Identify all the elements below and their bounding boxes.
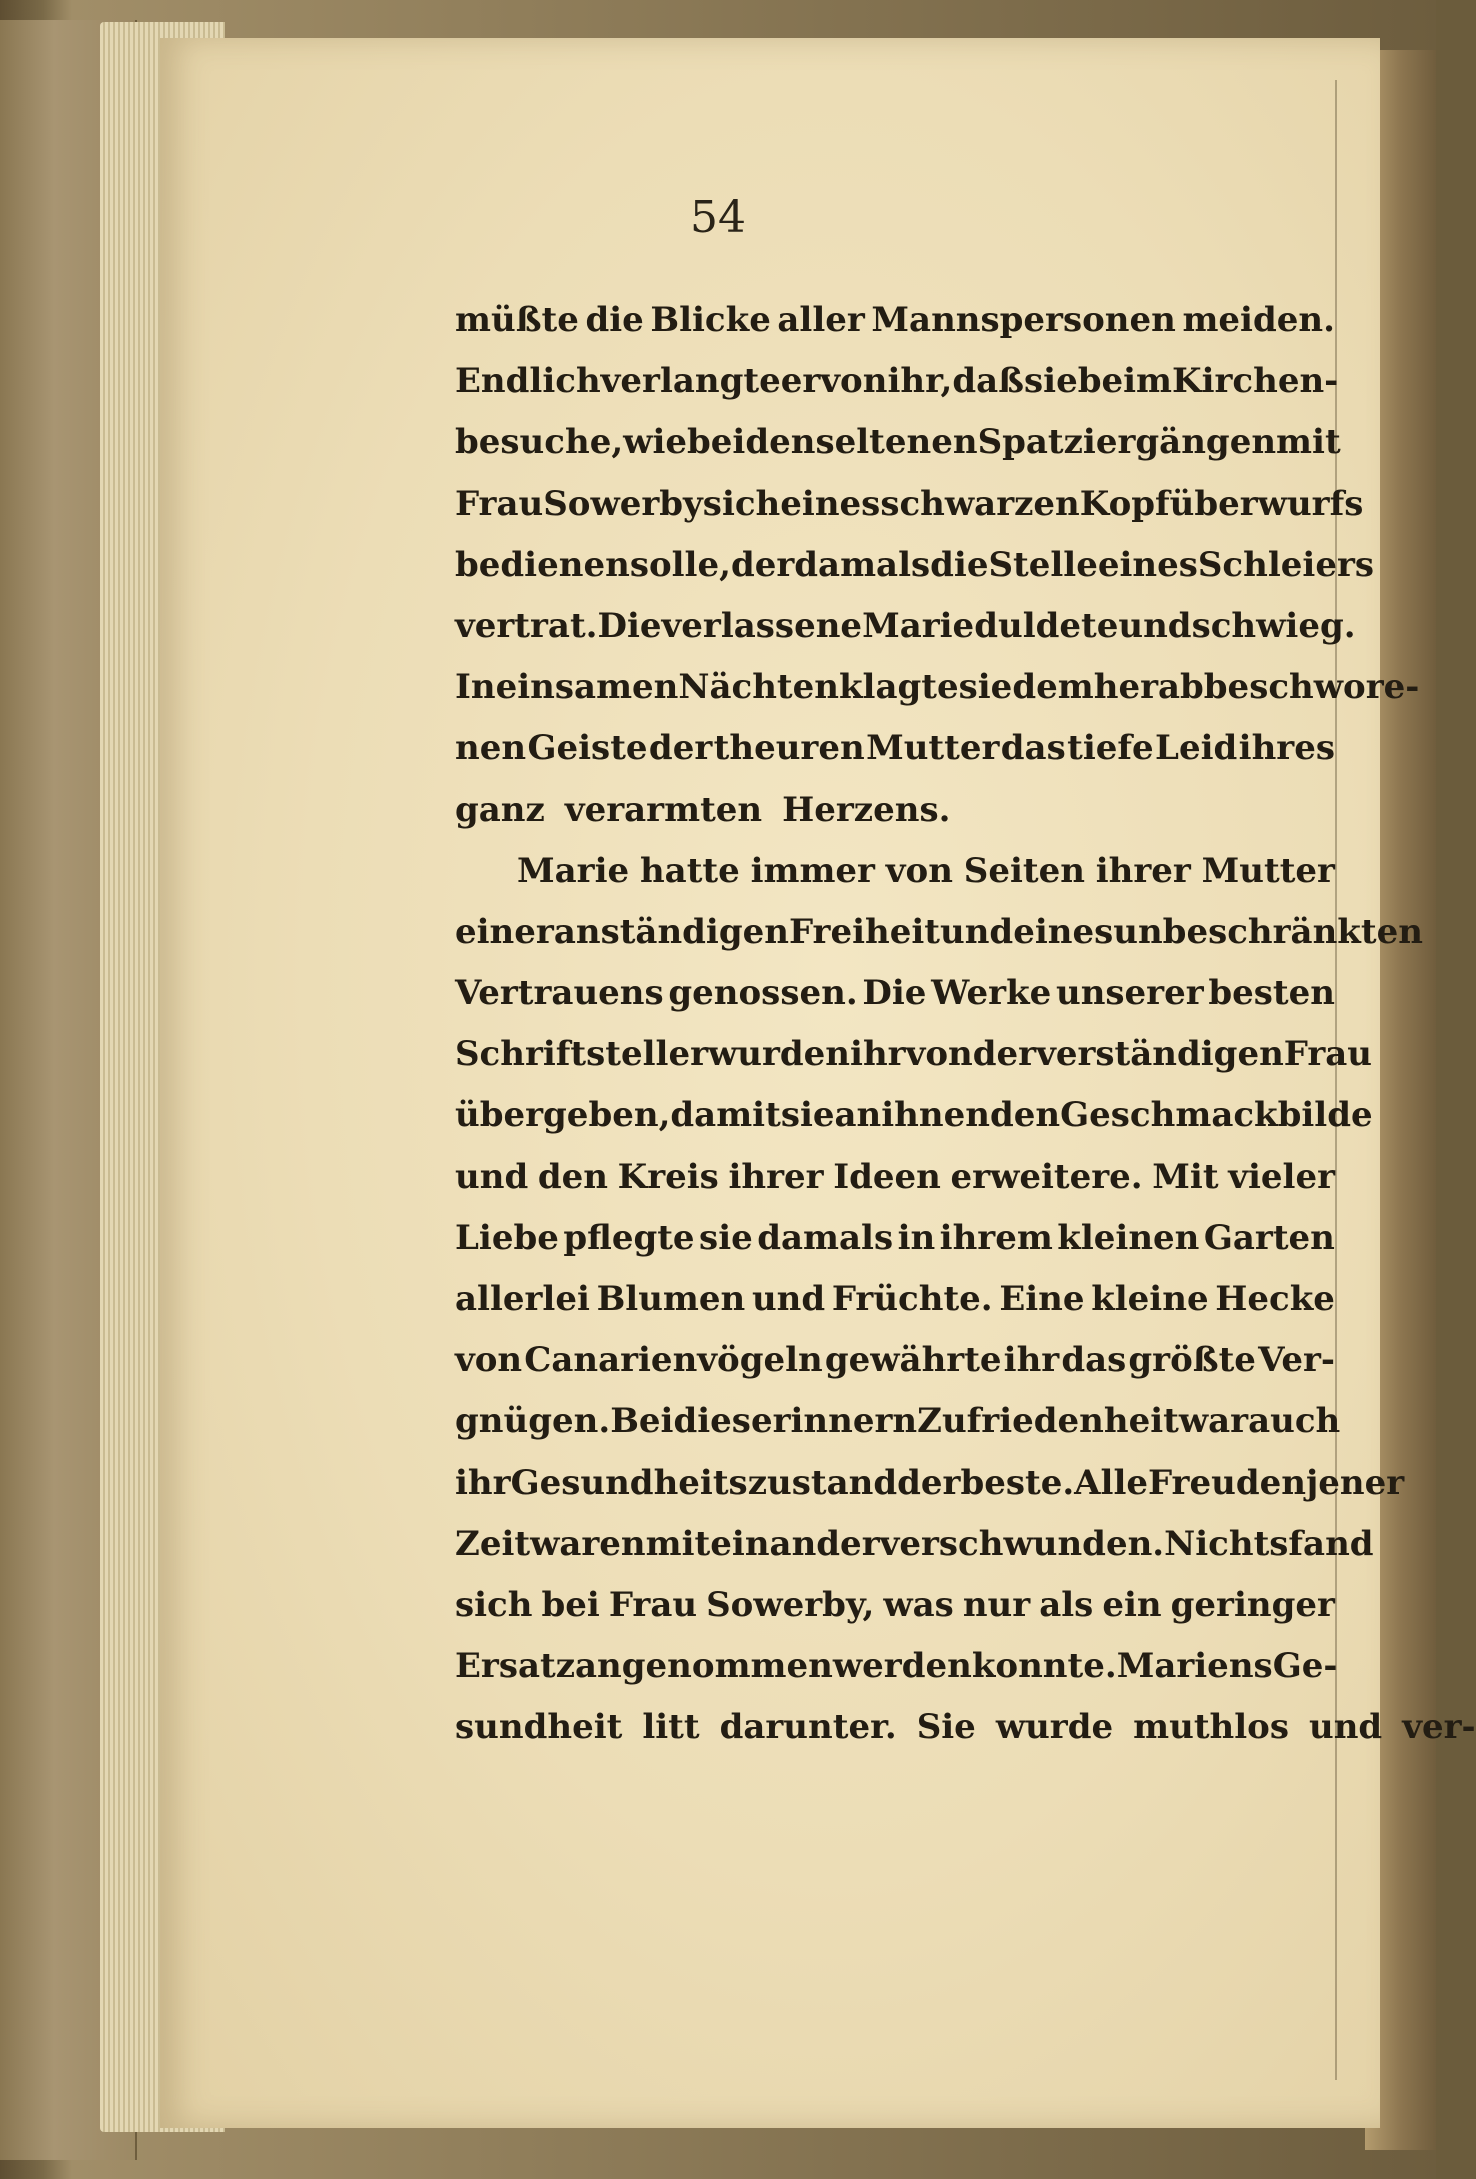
word: Frau bbox=[1283, 1034, 1373, 1075]
word: ihrer bbox=[728, 1156, 824, 1197]
word: daß bbox=[952, 361, 1025, 402]
word: bedienen bbox=[455, 544, 630, 585]
word: Liebe bbox=[455, 1217, 559, 1258]
word: aller bbox=[777, 300, 865, 340]
word: wie bbox=[623, 422, 687, 463]
text-line bbox=[455, 1453, 1405, 1514]
word: muthlos bbox=[1133, 1707, 1289, 1748]
word: verarmten bbox=[564, 789, 763, 830]
word: müßte bbox=[455, 300, 579, 340]
word: Marie bbox=[862, 605, 975, 646]
word: eines bbox=[1097, 544, 1198, 585]
word: ihr bbox=[850, 1034, 906, 1075]
word: hatte bbox=[639, 850, 740, 891]
word: seltenen bbox=[815, 422, 978, 463]
word: ein bbox=[1102, 1584, 1162, 1625]
word: Geschmack bbox=[1060, 1095, 1278, 1136]
word: nur bbox=[962, 1584, 1031, 1625]
word: duldete bbox=[974, 605, 1119, 646]
word: war bbox=[1178, 1401, 1249, 1442]
word: ver- bbox=[1402, 1707, 1476, 1748]
word: ihr bbox=[1003, 1340, 1060, 1381]
word: Zufriedenheit bbox=[917, 1401, 1179, 1442]
text-line bbox=[455, 1575, 1335, 1636]
body-text bbox=[455, 290, 1476, 1759]
word: dieser bbox=[673, 1401, 791, 1442]
word: pflegte bbox=[563, 1217, 695, 1258]
text-line bbox=[455, 1085, 1373, 1146]
word: Mutter bbox=[866, 728, 1000, 769]
word: Seiten bbox=[963, 850, 1085, 891]
word: kleinen bbox=[1057, 1217, 1200, 1258]
word: als bbox=[1039, 1584, 1094, 1625]
word: die bbox=[585, 300, 644, 340]
word: theuren bbox=[713, 728, 865, 769]
word: ihrem bbox=[939, 1217, 1053, 1258]
word: besten bbox=[1208, 973, 1335, 1014]
text-line bbox=[455, 351, 1339, 412]
text-line bbox=[455, 1208, 1335, 1269]
word: Sowerby, bbox=[706, 1584, 875, 1625]
word: bei bbox=[541, 1584, 600, 1625]
word: nen bbox=[455, 728, 527, 769]
word: den bbox=[537, 1156, 608, 1197]
word: eines bbox=[1013, 911, 1114, 952]
word: sich bbox=[455, 1584, 533, 1625]
word: das bbox=[1061, 1340, 1127, 1381]
word: innern bbox=[790, 1401, 918, 1442]
word: verlassene bbox=[661, 605, 863, 646]
word: sie bbox=[780, 1095, 835, 1136]
word: mit bbox=[645, 1523, 711, 1564]
word: unbeschränkten bbox=[1113, 911, 1423, 952]
word: Frau bbox=[608, 1584, 698, 1625]
word: Eine bbox=[999, 1279, 1085, 1319]
page-number: 54 bbox=[690, 192, 746, 243]
word: geringer bbox=[1170, 1584, 1335, 1625]
word: werden bbox=[832, 1646, 972, 1687]
word: einer bbox=[455, 911, 554, 952]
word: Frau bbox=[455, 483, 544, 524]
word: verschwunden. bbox=[879, 1523, 1165, 1564]
word: den bbox=[989, 1095, 1061, 1136]
word: das bbox=[1000, 728, 1066, 769]
word: Leid bbox=[1155, 728, 1238, 769]
word: konnte. bbox=[971, 1646, 1117, 1687]
word: größte bbox=[1128, 1340, 1256, 1381]
word: Stelle bbox=[988, 544, 1098, 585]
word: solle, bbox=[629, 544, 731, 585]
word: Marie bbox=[517, 850, 630, 891]
word: Freuden bbox=[1148, 1462, 1306, 1503]
word: Blumen bbox=[596, 1279, 746, 1319]
word: Garten bbox=[1203, 1217, 1335, 1258]
word: und bbox=[455, 1156, 529, 1197]
word: klagte bbox=[839, 667, 959, 708]
word: die bbox=[930, 544, 989, 585]
word: Freiheit bbox=[788, 911, 940, 952]
word: Kopfüberwurfs bbox=[1079, 483, 1364, 524]
word: tiefe bbox=[1067, 728, 1154, 769]
word: der bbox=[730, 544, 795, 585]
text-line bbox=[455, 412, 1341, 473]
text-line bbox=[455, 535, 1375, 596]
word: auch bbox=[1248, 1401, 1341, 1442]
word: ganz bbox=[455, 789, 545, 830]
word: unserer bbox=[1055, 973, 1204, 1014]
word: gnügen. bbox=[455, 1401, 611, 1442]
word: sie bbox=[1024, 361, 1078, 402]
text-line bbox=[455, 1269, 1335, 1330]
word: Mit bbox=[1152, 1156, 1219, 1197]
word: Mutter bbox=[1201, 850, 1335, 891]
word: der bbox=[972, 1034, 1037, 1075]
text-line bbox=[455, 963, 1335, 1024]
text-line bbox=[455, 1636, 1338, 1697]
word: Nichts bbox=[1164, 1523, 1289, 1564]
text-line bbox=[455, 1330, 1335, 1391]
word: eines bbox=[780, 483, 881, 524]
word: Canarienvögeln bbox=[524, 1340, 823, 1381]
word: und bbox=[751, 1279, 826, 1319]
word: sie bbox=[699, 1217, 753, 1258]
word: was bbox=[883, 1584, 954, 1625]
word: waren bbox=[530, 1523, 646, 1564]
word: Früchte. bbox=[831, 1279, 993, 1319]
word: er bbox=[780, 361, 821, 402]
word: Alle bbox=[1074, 1462, 1149, 1503]
word: ihnen bbox=[881, 1095, 990, 1136]
word: schwarzen bbox=[880, 483, 1080, 524]
word: darunter. bbox=[719, 1707, 897, 1748]
word: Die bbox=[597, 605, 662, 646]
word: der bbox=[648, 728, 713, 769]
word: damit bbox=[670, 1095, 781, 1136]
word: Schleiers bbox=[1197, 544, 1375, 585]
word: genossen. bbox=[668, 973, 858, 1014]
word: ihr, bbox=[887, 361, 953, 402]
word: In bbox=[455, 667, 496, 708]
word: dem bbox=[1012, 667, 1094, 708]
word: allerlei bbox=[455, 1279, 590, 1319]
word: Werke bbox=[931, 973, 1052, 1014]
word: Zeit bbox=[455, 1523, 531, 1564]
word: und bbox=[1308, 1707, 1383, 1748]
word: Kreis bbox=[617, 1156, 719, 1197]
word: Ver- bbox=[1258, 1340, 1335, 1381]
word: anständigen bbox=[553, 911, 789, 952]
word: einsamen bbox=[495, 667, 679, 708]
word: von bbox=[820, 361, 888, 402]
word: herabbeschwore- bbox=[1093, 667, 1420, 708]
text-line bbox=[455, 902, 1423, 963]
word: Vertrauens bbox=[455, 973, 664, 1014]
text-line bbox=[455, 1514, 1374, 1575]
word: übergeben, bbox=[455, 1095, 671, 1136]
text-line bbox=[455, 1147, 1335, 1208]
word: einander bbox=[710, 1523, 880, 1564]
text-line bbox=[455, 718, 1335, 779]
text-line bbox=[455, 1697, 1476, 1758]
text-line bbox=[455, 1391, 1341, 1452]
word: Nächten bbox=[678, 667, 839, 708]
word: in bbox=[897, 1217, 936, 1258]
word: Sowerby bbox=[543, 483, 703, 524]
word: meiden. bbox=[1182, 300, 1335, 340]
word: Herzens. bbox=[782, 789, 951, 830]
word: wurden bbox=[708, 1034, 851, 1075]
word: Endlich bbox=[455, 361, 601, 402]
word: damals bbox=[757, 1217, 894, 1258]
word: an bbox=[834, 1095, 882, 1136]
word: ihrer bbox=[1095, 850, 1191, 891]
word: Ersatz bbox=[455, 1646, 576, 1687]
word: Kirchen- bbox=[1172, 361, 1339, 402]
word: Bei bbox=[610, 1401, 674, 1442]
word: Ge- bbox=[1272, 1646, 1338, 1687]
word: Mannspersonen bbox=[871, 300, 1176, 340]
word: fand bbox=[1288, 1523, 1374, 1564]
word: beim bbox=[1077, 361, 1173, 402]
text-line bbox=[455, 780, 1335, 841]
word: Blicke bbox=[650, 300, 771, 340]
word: kleine bbox=[1091, 1279, 1209, 1319]
word: Geiste bbox=[527, 728, 648, 769]
text-line bbox=[455, 1024, 1373, 1085]
word: sie bbox=[958, 667, 1013, 708]
word: erweitere. bbox=[950, 1156, 1143, 1197]
word: und bbox=[939, 911, 1014, 952]
word: Sie bbox=[916, 1707, 976, 1748]
word: verlangte bbox=[600, 361, 781, 402]
word: von bbox=[905, 1034, 973, 1075]
word: ihr bbox=[455, 1462, 511, 1503]
word: besuche, bbox=[455, 422, 624, 463]
word: Ideen bbox=[833, 1156, 941, 1197]
word: den bbox=[745, 422, 816, 463]
text-line bbox=[455, 841, 1335, 902]
word: ihres bbox=[1238, 728, 1335, 769]
word: verständigen bbox=[1036, 1034, 1284, 1075]
text-line bbox=[455, 290, 1335, 351]
word: immer bbox=[750, 850, 875, 891]
text-line bbox=[455, 596, 1356, 657]
word: vieler bbox=[1228, 1156, 1335, 1197]
word: sundheit bbox=[455, 1707, 623, 1748]
word: und bbox=[1118, 605, 1192, 646]
word: wurde bbox=[995, 1707, 1114, 1748]
word: bilde bbox=[1277, 1095, 1373, 1136]
word: sich bbox=[702, 483, 781, 524]
text-line bbox=[455, 474, 1364, 535]
word: mit bbox=[1276, 422, 1341, 463]
word: litt bbox=[642, 1707, 700, 1748]
word: Mariens bbox=[1116, 1646, 1273, 1687]
word: von bbox=[455, 1340, 523, 1381]
word: Die bbox=[862, 973, 927, 1014]
text-line bbox=[455, 657, 1420, 718]
word: Hecke bbox=[1215, 1279, 1335, 1319]
word: gewährte bbox=[824, 1340, 1002, 1381]
word: Gesundheitszustand bbox=[510, 1462, 898, 1503]
word: Schriftsteller bbox=[455, 1034, 708, 1075]
word: schwieg. bbox=[1191, 605, 1356, 646]
word: Spatziergängen bbox=[977, 422, 1277, 463]
word: vertrat. bbox=[455, 605, 598, 646]
word: bei bbox=[687, 422, 746, 463]
word: der bbox=[897, 1462, 961, 1503]
word: beste. bbox=[960, 1462, 1075, 1503]
word: von bbox=[885, 850, 953, 891]
word: angenommen bbox=[575, 1646, 833, 1687]
word: jener bbox=[1305, 1462, 1405, 1503]
word: damals bbox=[794, 544, 931, 585]
